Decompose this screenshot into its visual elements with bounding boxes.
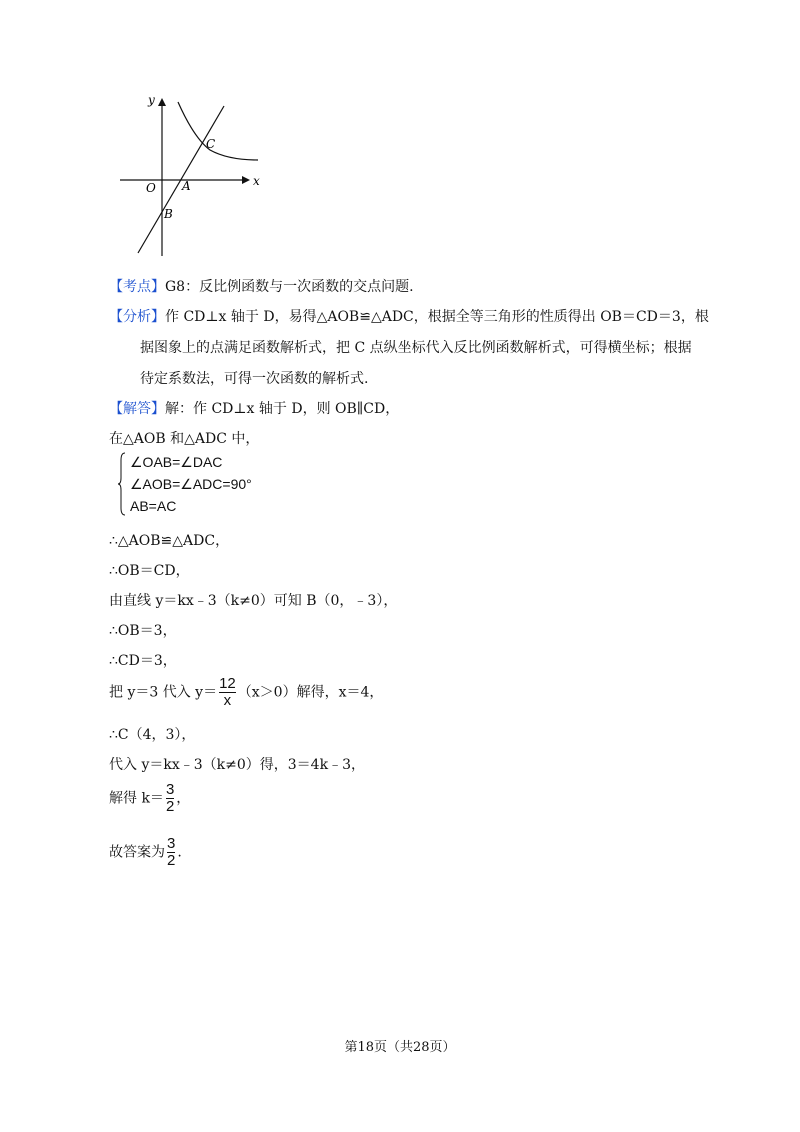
- step-1: 在△AOB 和△ADC 中，: [109, 431, 260, 447]
- kaodian-line: [109, 276, 414, 296]
- fraction-numerator: 3: [167, 835, 176, 852]
- step-7: [109, 676, 383, 709]
- label-x: x: [253, 174, 260, 188]
- step-4: 由直线 y＝kx﹣3（k≠0）可知 B（0，﹣3），: [109, 593, 398, 609]
- x-axis-arrow: [242, 176, 250, 184]
- fraction-denominator: x: [219, 692, 236, 709]
- step-7-a: 把 y＝3 代入 y＝: [109, 684, 218, 701]
- step-2: ∴△AOB≌△ADC，: [109, 533, 230, 549]
- jieda-tag: 【解答】: [109, 401, 165, 417]
- step-11-b: .: [177, 844, 182, 861]
- fraction-denominator: 2: [167, 852, 176, 869]
- label-o: O: [146, 181, 156, 195]
- step-8: ∴C（4，3），: [109, 727, 196, 743]
- step-11-a: 故答案为: [109, 844, 165, 861]
- fraction-denominator: 2: [165, 798, 175, 815]
- fraction-numerator: 12: [219, 675, 236, 692]
- step-10-a: 解得 k＝: [109, 790, 164, 807]
- y-axis-arrow: [158, 98, 166, 106]
- fenxi-line1: [109, 306, 709, 326]
- kaodian-tag: 【考点】: [109, 279, 165, 295]
- fraction-3-over-2: [166, 782, 174, 815]
- step-7-b: （x＞0）解得，x＝4，: [237, 684, 384, 701]
- system-brace: [118, 452, 126, 516]
- step-6: ∴CD＝3，: [109, 653, 177, 669]
- fenxi-line2: 据图象上的点满足函数解析式，把 C 点纵坐标代入反比例函数解析式，可得横坐标；根据: [140, 340, 692, 356]
- step-10: [109, 782, 190, 815]
- system-eq-1: ∠OAB=∠DAC: [130, 454, 223, 470]
- step-9: 代入 y＝kx﹣3（k≠0）得，3＝4k﹣3，: [109, 757, 365, 773]
- kaodian-text: G8：反比例函数与一次函数的交点问题.: [165, 279, 414, 295]
- fenxi-line3: 待定系数法，可得一次函数的解析式.: [140, 371, 369, 387]
- step-10-b: ，: [176, 790, 191, 807]
- fraction-numerator: 3: [165, 781, 175, 798]
- label-y: y: [148, 93, 155, 107]
- step-11: [109, 836, 182, 869]
- system-eq-3: AB=AC: [130, 498, 177, 514]
- fenxi-tag: 【分析】: [109, 309, 165, 325]
- step-5: ∴OB＝3，: [109, 623, 177, 639]
- step-3: ∴OB＝CD，: [109, 563, 190, 579]
- fenxi-text-1: 作 CD⊥x 轴于 D，易得△AOB≌△ADC，根据全等三角形的性质得出 OB＝CD＝3，根: [165, 309, 709, 325]
- label-a: A: [182, 179, 191, 193]
- label-c: C: [206, 137, 216, 151]
- system-eq-2: ∠AOB=∠ADC=90°: [130, 476, 252, 492]
- page-footer: 第18页（共28页）: [344, 1040, 456, 1055]
- answer-fraction: [167, 836, 175, 869]
- jieda-line: [109, 398, 399, 418]
- label-b: B: [164, 207, 173, 221]
- hyperbola-curve: [178, 102, 258, 160]
- function-graph: [110, 88, 270, 258]
- fraction-12-over-x: [219, 676, 236, 709]
- jieda-text: 解：作 CD⊥x 轴于 D，则 OB∥CD，: [165, 401, 400, 417]
